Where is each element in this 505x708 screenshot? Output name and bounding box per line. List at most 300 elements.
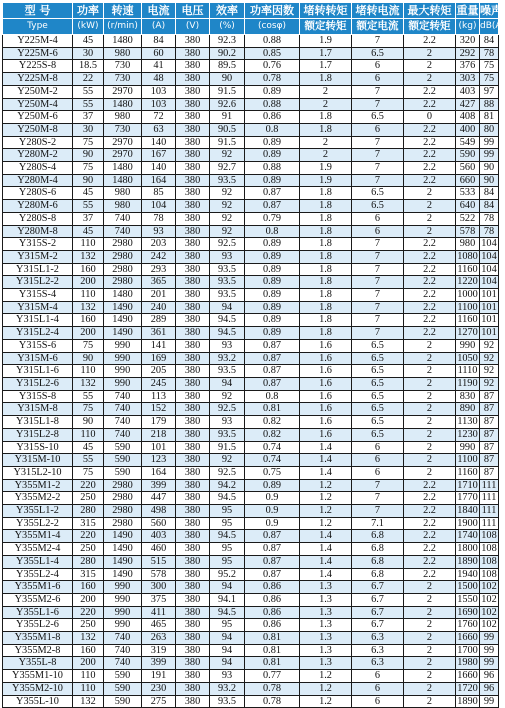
cell-weight: 990 [456,441,480,454]
cell-efficiency: 90 [210,73,245,86]
cell-power: 37 [73,212,104,225]
cell-current: 319 [142,644,176,657]
table-row [3,352,499,365]
cell-locked-torque-ratio: 1.8 [300,187,352,200]
table-row [3,670,499,683]
cell-locked-current-ratio: 7 [352,162,404,175]
cell-weight: 1100 [457,454,478,466]
table-row [3,568,499,581]
cell-speed: 990 [104,606,142,619]
table-row [3,123,499,136]
cell-speed: 990 [104,377,142,390]
cell-locked-torque-ratio: 1.4 [300,555,352,568]
cell-locked-current-ratio: 7 [352,35,404,48]
cell-speed: 990 [104,365,142,378]
cell-speed: 2980 [104,505,142,518]
cell-noise: 87 [480,416,499,429]
cell-type: Y315M-10 [3,454,73,467]
cell-voltage: 380 [176,85,210,98]
cell-power-factor: 0.81 [245,657,300,670]
cell-max-torque-ratio: 2.2 [404,162,456,175]
cell-locked-torque-ratio: 1.8 [300,263,352,276]
cell-current: 515 [142,555,176,568]
cell-efficiency: 91.5 [210,85,245,98]
cell-weight: 1890 [457,695,478,707]
cell-max-torque-ratio: 2 [404,682,456,695]
cell-locked-current-ratio: 7 [352,276,404,289]
cell-current: 498 [142,505,176,518]
cell-power: 45 [73,187,104,200]
cell-power-factor: 0.81 [245,632,300,645]
cell-efficiency: 95 [210,543,245,556]
cell-locked-current-ratio: 6.5 [352,377,404,390]
cell-type: Y280M-4 [3,174,73,187]
cell-locked-current-ratio: 7 [352,289,404,302]
cell-type: Y355M1-10 [3,670,73,683]
unit-speed: (r/min) [104,19,142,35]
cell-weight: 1980 [457,657,478,669]
header-max-torque: 最大转矩 [404,3,456,19]
cell-voltage: 380 [176,695,210,708]
cell-noise: 104 [481,250,497,262]
cell-type: Y355M1-8 [3,632,73,645]
cell-efficiency: 93.5 [210,695,245,708]
cell-locked-torque-ratio: 1.8 [300,238,352,251]
cell-locked-current-ratio: 7 [352,263,404,276]
cell-speed: 730 [104,73,142,86]
cell-voltage: 380 [176,98,210,111]
cell-voltage: 380 [176,174,210,187]
cell-noise: 78 [480,212,499,225]
cell-max-torque-ratio: 2.2 [404,263,456,276]
table-row [3,73,499,86]
cell-power-factor: 0.75 [245,466,300,479]
cell-power-factor: 0.86 [245,619,300,632]
cell-locked-current-ratio: 6.3 [352,644,404,657]
table-row [3,212,499,225]
cell-power: 30 [73,47,104,60]
cell-efficiency: 93.2 [210,352,245,365]
cell-max-torque-ratio: 2 [404,60,456,73]
cell-efficiency: 94.2 [210,479,245,492]
cell-current: 123 [142,454,176,467]
cell-noise: 96 [480,670,499,683]
cell-max-torque-ratio: 2 [404,212,456,225]
cell-power-factor: 0.89 [245,479,300,492]
cell-power-factor: 0.87 [245,187,300,200]
cell-efficiency: 94.5 [210,314,245,327]
cell-voltage: 380 [176,530,210,543]
cell-power-factor: 0.87 [245,543,300,556]
header-noise: 噪声 [480,4,502,17]
table-row [3,695,499,708]
cell-type: Y315S-2 [3,238,73,251]
cell-type: Y355L-10 [3,695,73,708]
cell-noise: 111 [480,479,499,492]
table-row [3,581,499,594]
motor-spec-table-container [2,2,505,708]
cell-locked-current-ratio: 6 [352,454,404,467]
cell-speed: 730 [104,123,142,136]
cell-noise: 92 [480,365,499,378]
cell-type: Y225S-8 [3,60,73,73]
cell-max-torque-ratio: 2 [404,581,456,594]
cell-current: 230 [142,682,176,695]
cell-speed: 2980 [104,250,142,263]
table-row [3,289,499,302]
cell-weight: 1190 [457,377,478,389]
cell-max-torque-ratio: 2 [404,365,456,378]
cell-current: 167 [142,149,176,162]
cell-speed: 1490 [104,327,142,340]
cell-current: 48 [142,73,176,86]
cell-weight: 403 [456,85,480,98]
cell-current: 203 [142,238,176,251]
cell-weight: 522 [456,212,480,225]
cell-speed: 740 [104,632,142,645]
cell-type: Y280M-6 [3,200,73,213]
table-row [3,98,499,111]
cell-speed: 980 [104,187,142,200]
cell-noise: 81 [480,111,499,124]
cell-locked-torque-ratio: 1.8 [300,73,352,86]
cell-efficiency: 93.2 [210,682,245,695]
cell-locked-torque-ratio: 1.4 [300,543,352,556]
cell-locked-current-ratio: 6.8 [352,530,404,543]
cell-locked-torque-ratio: 1.8 [300,212,352,225]
cell-power-factor: 0.89 [245,263,300,276]
cell-power: 220 [73,606,104,619]
cell-current: 60 [142,47,176,60]
cell-locked-torque-ratio: 2 [300,136,352,149]
cell-type: Y355M2-6 [3,593,73,606]
cell-noise: 97 [480,85,499,98]
cell-max-torque-ratio: 2.2 [404,276,456,289]
cell-current: 152 [142,403,176,416]
cell-voltage: 380 [176,225,210,238]
cell-efficiency: 93 [210,416,245,429]
cell-power: 250 [73,543,104,556]
table-row [3,632,499,645]
cell-voltage: 380 [176,454,210,467]
cell-speed: 1490 [104,314,142,327]
table-row [3,377,499,390]
cell-speed: 1480 [104,162,142,175]
cell-voltage: 380 [176,47,210,60]
cell-locked-current-ratio: 6.8 [352,543,404,556]
cell-weight: 1660 [457,632,478,644]
cell-power-factor: 0.89 [245,149,300,162]
cell-speed: 2980 [104,479,142,492]
cell-type: Y280M-2 [3,149,73,162]
cell-current: 375 [142,593,176,606]
cell-noise: 99 [480,136,499,149]
cell-locked-current-ratio: 7 [352,314,404,327]
cell-power-factor: 0.87 [245,200,300,213]
cell-max-torque-ratio: 2 [404,416,456,429]
cell-locked-current-ratio: 6 [352,212,404,225]
cell-power-factor: 0.89 [245,314,300,327]
cell-noise: 80 [480,123,499,136]
cell-type: Y280M-8 [3,225,73,238]
cell-locked-torque-ratio: 1.9 [300,162,352,175]
cell-current: 164 [142,174,176,187]
cell-speed: 740 [104,657,142,670]
cell-efficiency: 94.5 [210,327,245,340]
cell-efficiency: 90.5 [210,123,245,136]
cell-max-torque-ratio: 2.2 [404,238,456,251]
cell-voltage: 380 [176,632,210,645]
cell-type: Y315L2-2 [3,276,73,289]
cell-efficiency: 94 [210,632,245,645]
cell-efficiency: 93 [210,339,245,352]
header-efficiency: 效率 [210,3,245,19]
cell-noise: 75 [480,73,499,86]
cell-current: 300 [142,581,176,594]
cell-type: Y250M-4 [3,98,73,111]
cell-efficiency: 92.3 [210,35,245,48]
cell-weight: 1690 [457,606,478,618]
cell-power: 90 [73,174,104,187]
cell-current: 41 [142,60,176,73]
cell-power-factor: 0.8 [245,225,300,238]
table-row [3,543,499,556]
cell-noise: 101 [481,314,497,326]
cell-weight: 1050 [457,352,478,364]
cell-efficiency: 93.5 [210,365,245,378]
cell-efficiency: 95.2 [210,568,245,581]
cell-type: Y315M-8 [3,403,73,416]
cell-voltage: 380 [176,390,210,403]
table-row [3,466,499,479]
cell-voltage: 380 [176,479,210,492]
cell-weight: 408 [456,111,480,124]
table-row [3,238,499,251]
cell-max-torque-ratio: 2 [404,695,456,708]
cell-weight: 533 [456,187,480,200]
cell-type: Y280S-8 [3,212,73,225]
cell-voltage: 380 [176,568,210,581]
cell-efficiency: 94.5 [210,606,245,619]
cell-power-factor: 0.79 [245,212,300,225]
cell-current: 103 [142,85,176,98]
cell-efficiency: 95 [210,555,245,568]
cell-current: 275 [142,695,176,708]
cell-voltage: 380 [176,466,210,479]
cell-noise: 104 [481,238,497,250]
cell-power-factor: 0.89 [245,289,300,302]
cell-locked-current-ratio: 7 [352,98,404,111]
cell-locked-current-ratio: 6.5 [352,428,404,441]
cell-type: Y280S-2 [3,136,73,149]
cell-power-factor: 0.81 [245,403,300,416]
cell-current: 240 [142,301,176,314]
cell-weight: 1710 [457,479,478,491]
cell-weight: 1130 [457,416,478,428]
cell-max-torque-ratio: 2.2 [404,517,456,530]
cell-power: 75 [73,403,104,416]
cell-weight: 1660 [457,670,478,682]
cell-max-torque-ratio: 2.2 [404,136,456,149]
cell-locked-torque-ratio: 1.2 [300,492,352,505]
cell-current: 465 [142,619,176,632]
cell-power: 55 [73,390,104,403]
cell-locked-current-ratio: 6.5 [352,187,404,200]
cell-noise: 96 [480,682,499,695]
cell-power: 75 [73,162,104,175]
motor-spec-rows [3,35,499,708]
cell-noise: 104 [481,276,497,288]
cell-weight: 1230 [457,428,478,440]
cell-weight: 1890 [457,555,478,567]
cell-noise: 99 [480,657,499,670]
cell-type: Y315M-4 [3,301,73,314]
header-locked-torque: 堵转转矩 [300,3,352,19]
cell-max-torque-ratio: 2 [404,644,456,657]
cell-max-torque-ratio: 2 [404,466,456,479]
cell-locked-current-ratio: 7 [352,492,404,505]
cell-max-torque-ratio: 2 [404,377,456,390]
cell-power: 30 [73,123,104,136]
table-row [3,162,499,175]
cell-locked-torque-ratio: 1.6 [300,428,352,441]
cell-current: 460 [142,543,176,556]
cell-max-torque-ratio: 2.2 [404,289,456,302]
cell-locked-torque-ratio: 1.7 [300,47,352,60]
cell-locked-torque-ratio: 2 [300,98,352,111]
cell-max-torque-ratio: 2 [404,73,456,86]
cell-power-factor: 0.74 [245,441,300,454]
cell-max-torque-ratio: 2 [404,454,456,467]
cell-locked-current-ratio: 6.5 [352,403,404,416]
cell-weight: 590 [456,149,480,162]
cell-efficiency: 92 [210,212,245,225]
cell-current: 164 [142,466,176,479]
cell-locked-current-ratio: 6.5 [352,390,404,403]
cell-locked-current-ratio: 6 [352,441,404,454]
cell-noise: 87 [480,454,499,467]
cell-weight: 1760 [457,619,478,631]
cell-efficiency: 92 [210,454,245,467]
cell-weight: 1550 [457,593,478,605]
cell-voltage: 380 [176,555,210,568]
cell-locked-torque-ratio: 1.4 [300,530,352,543]
cell-speed: 1490 [104,543,142,556]
cell-power: 200 [73,276,104,289]
cell-type: Y355M2-10 [3,682,73,695]
cell-locked-current-ratio: 6.5 [352,47,404,60]
cell-type: Y355M2-4 [3,543,73,556]
cell-current: 365 [142,276,176,289]
cell-power: 110 [73,365,104,378]
cell-power: 90 [73,352,104,365]
cell-power-factor: 0.88 [245,162,300,175]
cell-current: 140 [142,136,176,149]
cell-power: 160 [73,263,104,276]
cell-efficiency: 91 [210,111,245,124]
cell-voltage: 380 [176,492,210,505]
cell-current: 403 [142,530,176,543]
cell-weight: 1770 [457,492,478,504]
cell-locked-torque-ratio: 1.8 [300,111,352,124]
cell-locked-current-ratio: 7.1 [352,517,404,530]
cell-speed: 2980 [104,238,142,251]
cell-noise: 102 [481,581,497,593]
cell-locked-torque-ratio: 1.8 [300,250,352,263]
cell-noise: 108 [481,555,497,567]
cell-locked-torque-ratio: 1.3 [300,619,352,632]
unit-power-factor: (cosφ) [245,19,300,35]
cell-locked-torque-ratio: 1.6 [300,352,352,365]
cell-type: Y315M-6 [3,352,73,365]
cell-type: Y315L2-10 [3,466,73,479]
cell-current: 242 [142,250,176,263]
cell-locked-torque-ratio: 1.3 [300,606,352,619]
cell-max-torque-ratio: 2.2 [404,35,456,48]
cell-max-torque-ratio: 2 [404,632,456,645]
cell-power-factor: 0.78 [245,682,300,695]
cell-speed: 730 [104,60,142,73]
cell-noise: 99 [480,644,499,657]
cell-current: 218 [142,428,176,441]
cell-voltage: 380 [176,619,210,632]
table-row [3,390,499,403]
cell-voltage: 380 [176,416,210,429]
cell-power: 55 [73,98,104,111]
cell-power-factor: 0.81 [245,644,300,657]
cell-current: 103 [142,98,176,111]
cell-power: 280 [73,505,104,518]
cell-efficiency: 95 [210,505,245,518]
cell-speed: 1480 [104,98,142,111]
cell-noise: 101 [481,289,497,301]
cell-power: 90 [73,416,104,429]
cell-voltage: 380 [176,339,210,352]
cell-weight: 1160 [457,466,478,478]
cell-efficiency: 94 [210,301,245,314]
cell-speed: 590 [104,466,142,479]
cell-speed: 1480 [104,35,142,48]
cell-speed: 1490 [104,555,142,568]
cell-power: 220 [73,479,104,492]
cell-locked-current-ratio: 6 [352,466,404,479]
unit-efficiency: (%) [210,19,245,35]
cell-weight: 1800 [457,543,478,555]
cell-power-factor: 0.82 [245,428,300,441]
cell-type: Y315S-10 [3,441,73,454]
cell-max-torque-ratio: 2.2 [404,149,456,162]
cell-power-factor: 0.8 [245,390,300,403]
cell-speed: 2980 [104,517,142,530]
cell-current: 101 [142,441,176,454]
cell-voltage: 380 [176,200,210,213]
cell-speed: 990 [104,593,142,606]
cell-locked-current-ratio: 7 [352,238,404,251]
cell-power: 132 [73,632,104,645]
cell-speed: 1490 [104,530,142,543]
cell-voltage: 380 [176,123,210,136]
unit-weight: (kg) [456,19,480,35]
cell-noise: 92 [480,339,499,352]
cell-locked-torque-ratio: 1.3 [300,581,352,594]
cell-locked-torque-ratio: 1.6 [300,339,352,352]
cell-voltage: 380 [176,238,210,251]
cell-voltage: 380 [176,212,210,225]
cell-power: 280 [73,555,104,568]
cell-efficiency: 92 [210,187,245,200]
cell-power: 250 [73,492,104,505]
table-row [3,47,499,60]
